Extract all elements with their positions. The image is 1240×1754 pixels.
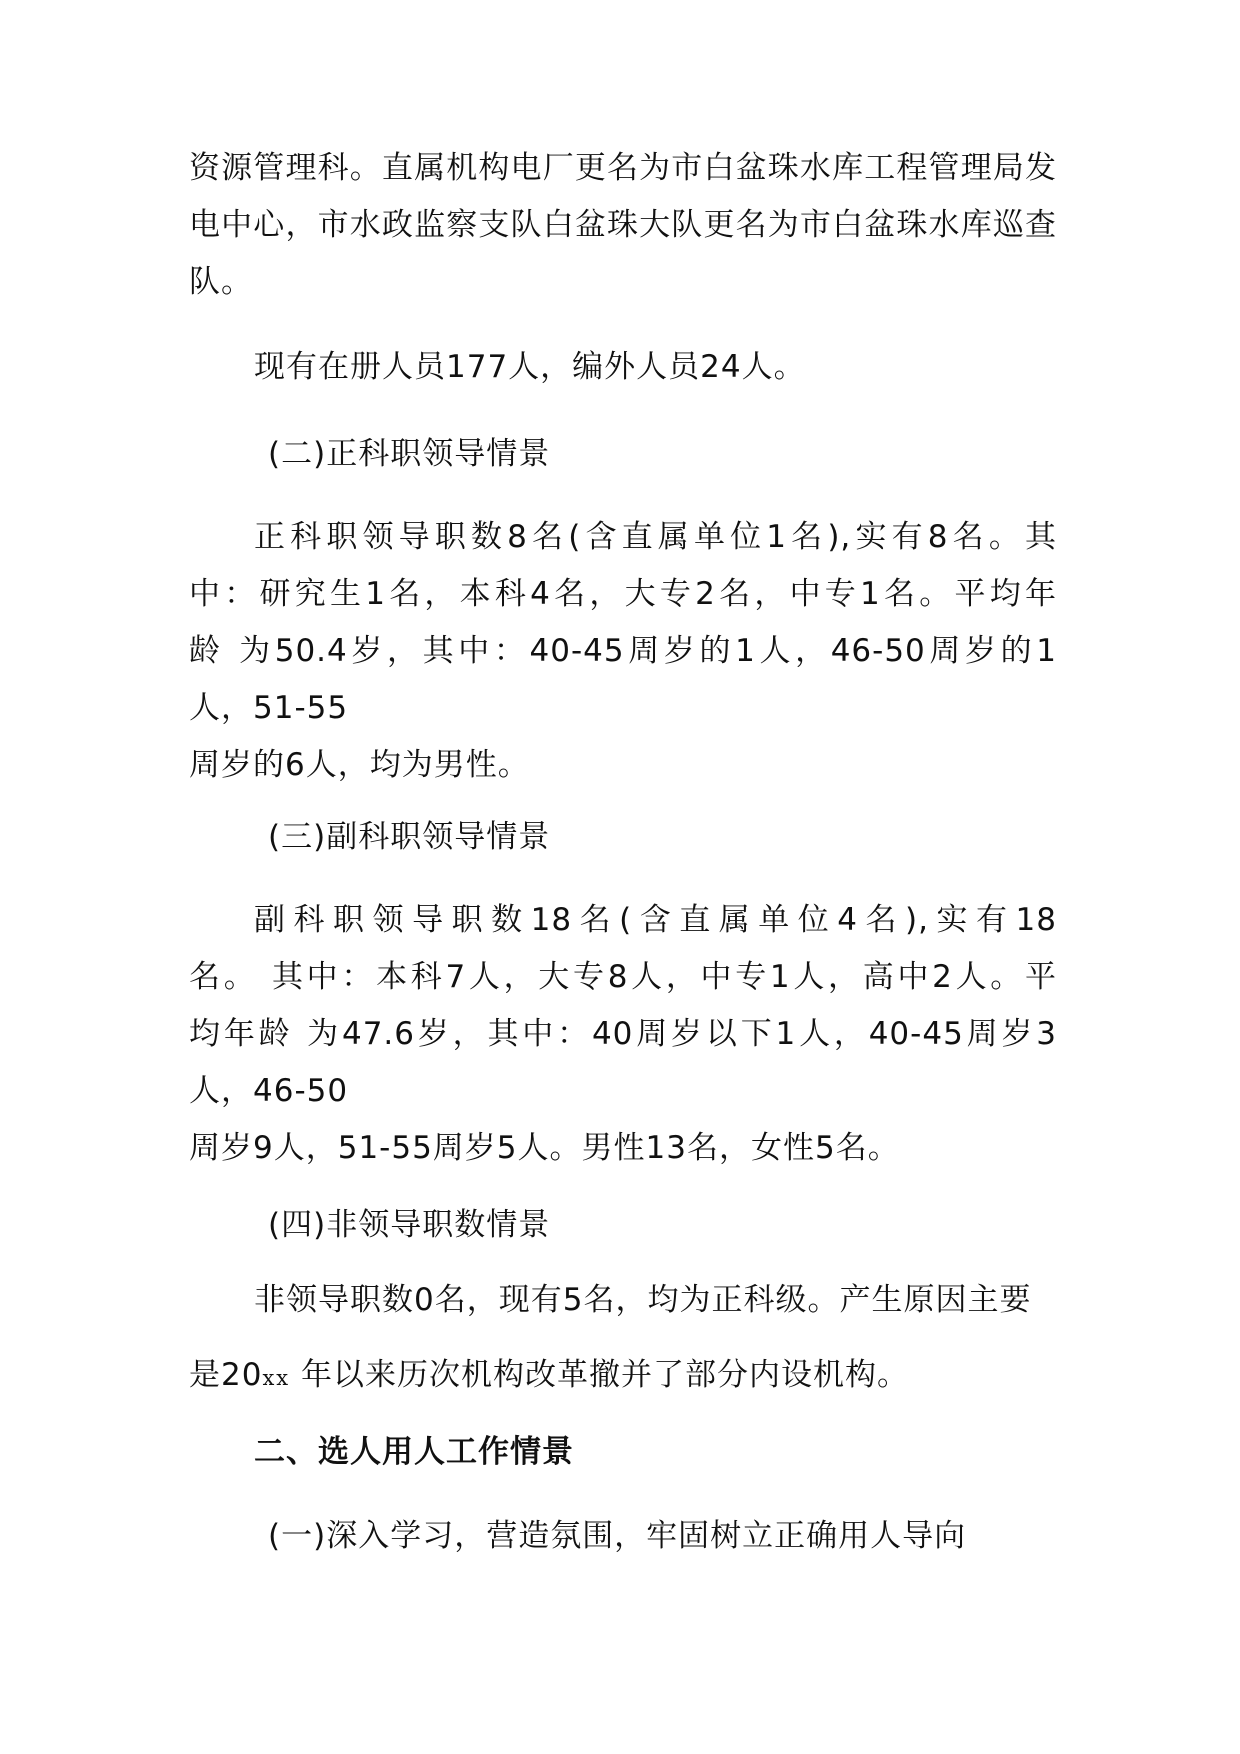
paragraph-line: 人，51-55	[189, 690, 349, 726]
section-title-2: 二、选人用人工作情景	[254, 1434, 574, 1470]
paragraph-staff-count: 现有在册人员177人，编外人员24人。	[254, 349, 806, 385]
subsection-heading-1: (一)深入学习，营造氛围，牢固树立正确用人导向	[268, 1518, 967, 1554]
paragraph-line: 正科职领导职数8名(含直属单位1名),实有8名。其	[254, 519, 1057, 555]
paragraph-line: 中：研究生1名，本科4名，大专2名，中专1名。平均年	[189, 576, 1057, 612]
paragraph-line: 名。 其中：本科7人，大专8人，中专1人，高中2人。平	[189, 959, 1057, 995]
paragraph-line: 周岁的6人，均为男性。	[189, 747, 530, 783]
paragraph-line: 副科职领导职数18名(含直属单位4名),实有18	[254, 902, 1057, 938]
text-fragment: 是20	[189, 1357, 263, 1393]
paragraph-line: 人，46-50	[189, 1073, 349, 1109]
paragraph-line	[189, 1355, 909, 1398]
section-heading-4: (四)非领导职数情景	[268, 1207, 551, 1243]
paragraph-line: 非领导职数0名，现有5名，均为正科级。产生原因主要	[254, 1282, 1032, 1318]
section-heading-2: (二)正科职领导情景	[268, 436, 551, 472]
text-fragment: 年以来历次机构改革撤并了部分内设机构。	[290, 1357, 909, 1393]
paragraph-line: 均年龄 为47.6岁，其中：40周岁以下1人，40-45周岁3	[189, 1016, 1057, 1052]
paragraph-line: 电中心，市水政监察支队白盆珠大队更名为市白盆珠水库巡查	[189, 207, 1057, 243]
paragraph-line: 队。	[189, 264, 253, 300]
year-placeholder: xx	[262, 1366, 291, 1390]
section-heading-3: (三)副科职领导情景	[268, 819, 551, 855]
paragraph-line: 周岁9人，51-55周岁5人。男性13名，女性5名。	[189, 1130, 900, 1166]
paragraph-line: 资源管理科。直属机构电厂更名为市白盆珠水库工程管理局发	[189, 150, 1057, 186]
paragraph-line: 龄 为50.4岁，其中：40-45周岁的1人，46-50周岁的1	[189, 633, 1057, 669]
